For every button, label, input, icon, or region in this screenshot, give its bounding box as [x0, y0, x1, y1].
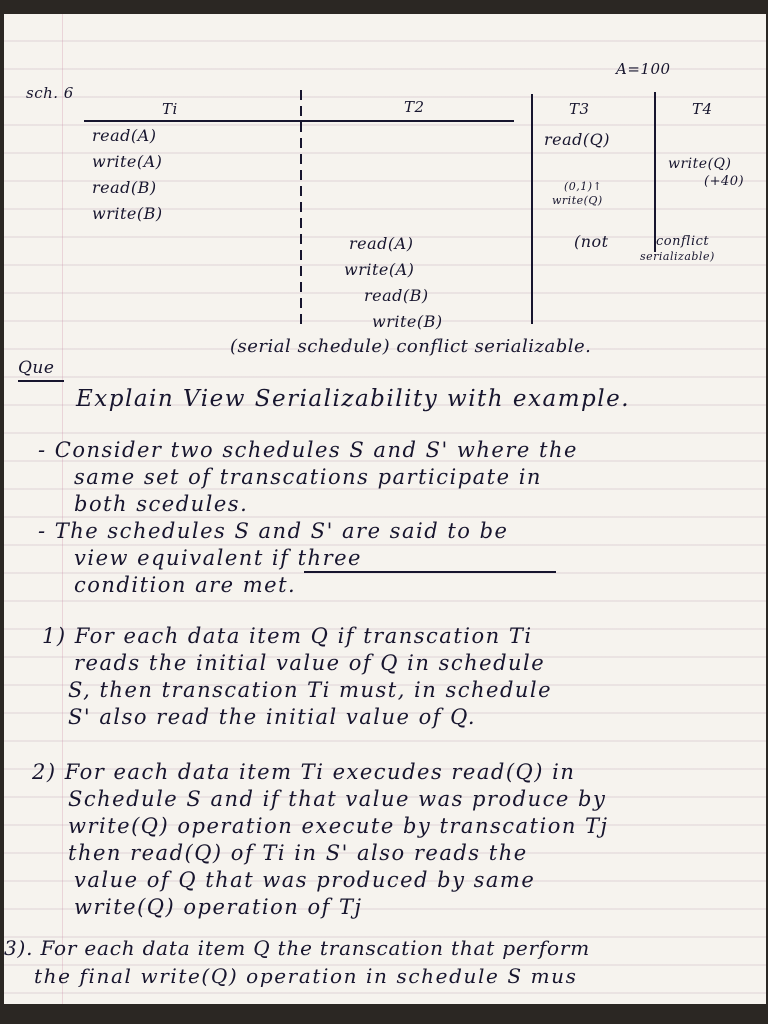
- condition-2-line: value of Q that was produced by same: [74, 868, 536, 892]
- margin-line: [62, 14, 63, 1004]
- t3-op: read(Q): [544, 130, 610, 149]
- intro-line: condition are met.: [74, 573, 297, 597]
- t1-op: read(A): [92, 126, 157, 145]
- col-header-t3: T3: [569, 100, 590, 118]
- condition-3-line: the final write(Q) operation in schedule S mus: [34, 964, 578, 988]
- condition-2-line: Schedule S and if that value was produce by: [68, 787, 607, 811]
- condition-1-line: S, then transcation Ti must, in schedule: [68, 678, 553, 702]
- table-header-underline: [84, 120, 514, 122]
- t4-note: (+40): [704, 174, 745, 189]
- condition-1-line: S' also read the initial value of Q.: [68, 705, 477, 729]
- intro-line: same set of transcations participate in: [74, 465, 542, 489]
- question-label: Que: [18, 358, 55, 378]
- t2-op: read(A): [349, 234, 414, 253]
- table-footnote: (serial schedule) conflict serializable.: [230, 336, 592, 357]
- a-value-note: A=100: [616, 60, 671, 78]
- condition-2-line: then read(Q) of Ti in S' also reads the: [68, 841, 528, 865]
- t3-note: (0,1)↑: [564, 180, 603, 193]
- t1-op: read(B): [92, 178, 157, 197]
- condition-3-line: 3). For each data item Q the transcation that perform: [4, 936, 590, 960]
- t2-op: write(A): [344, 260, 415, 279]
- t1-op: write(B): [92, 204, 163, 223]
- notebook-page: [4, 14, 766, 1004]
- question-label-underline: [18, 380, 64, 382]
- t4-op: write(Q): [668, 156, 732, 172]
- col-header-t4: T4: [692, 100, 713, 118]
- condition-2-line: write(Q) operation of Tj: [74, 895, 363, 919]
- t3-op: write(Q): [552, 194, 603, 207]
- view-equivalent-underline: [304, 571, 556, 573]
- intro-line: - Consider two schedules S and S' where the: [38, 438, 578, 462]
- divider-t2-t3: [531, 94, 533, 324]
- t4-note: serializable): [640, 250, 715, 263]
- col-header-t1: Ti: [162, 100, 178, 118]
- t3-note: (not: [574, 232, 609, 251]
- question-title: Explain View Serializability with example.: [76, 386, 631, 412]
- col-header-t2: T2: [404, 98, 425, 116]
- condition-2-line: write(Q) operation execute by transcation Tj: [68, 814, 609, 838]
- t2-op: read(B): [364, 286, 429, 305]
- schedule-label: sch. 6: [26, 84, 74, 102]
- condition-2-line: 2) For each data item Ti execudes read(Q) in: [32, 760, 576, 784]
- divider-t1-t2: [300, 90, 302, 330]
- intro-line: - The schedules S and S' are said to be: [38, 519, 509, 543]
- intro-line: view equivalent if three: [74, 546, 362, 570]
- t2-op: write(B): [372, 312, 443, 331]
- intro-line: both scedules.: [74, 492, 249, 516]
- condition-1-line: reads the initial value of Q in schedule: [74, 651, 546, 675]
- t1-op: write(A): [92, 152, 163, 171]
- divider-t3-t4: [654, 92, 656, 252]
- t4-note: conflict: [656, 234, 710, 249]
- condition-1-line: 1) For each data item Q if transcation Ti: [42, 624, 533, 648]
